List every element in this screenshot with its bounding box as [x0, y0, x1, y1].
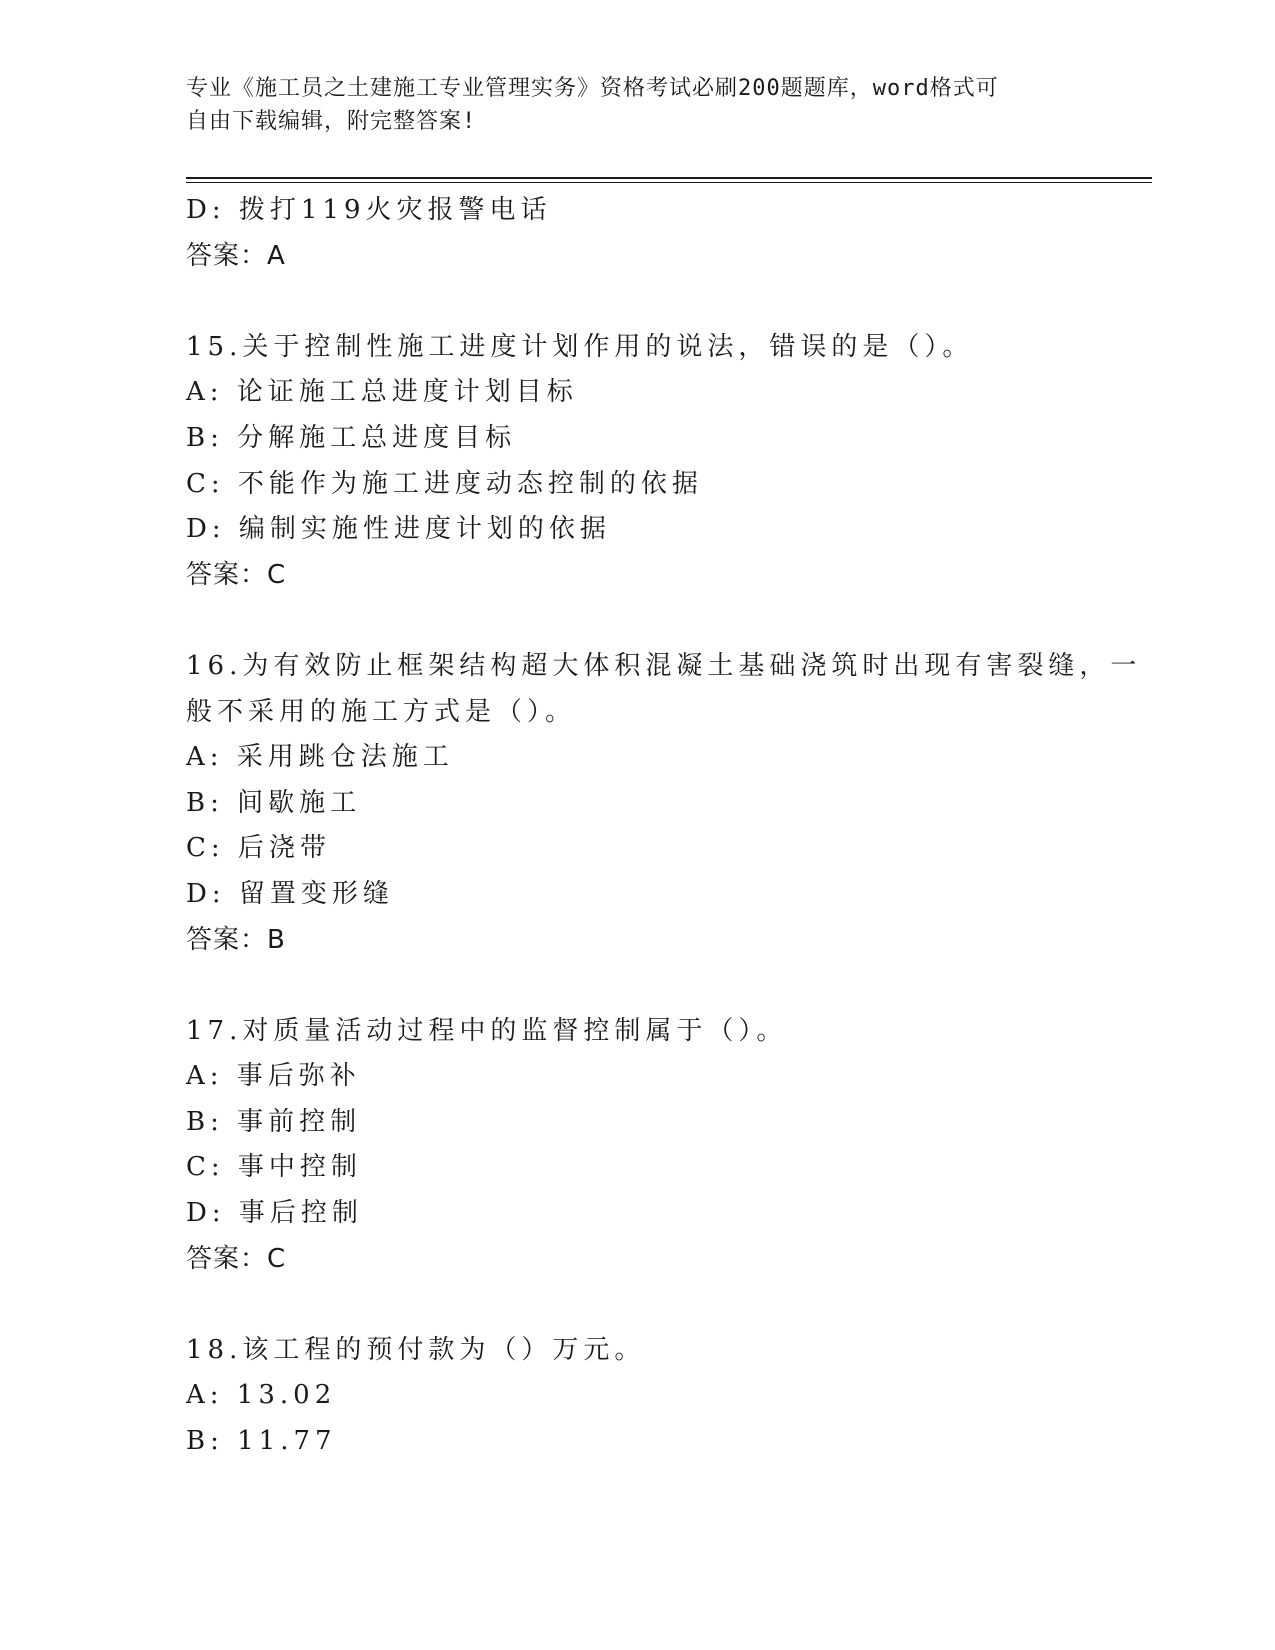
option-c: C: 事中控制: [186, 1152, 362, 1183]
spacer: [186, 1282, 1086, 1328]
option-b: B: 间歇施工: [186, 787, 362, 818]
option-b: B: 分解施工总进度目标: [186, 422, 517, 453]
option-c: C: 不能作为施工进度动态控制的依据: [186, 468, 703, 499]
header-title-line-2: 自由下载编辑，附完整答案!: [186, 109, 477, 134]
header-title-line-1: 专业《施工员之土建施工专业管理实务》资格考试必刷200题题库，word格式可: [186, 76, 999, 101]
spacer: [186, 963, 1086, 1009]
option-a: A: 事后弥补: [186, 1061, 361, 1092]
answer-line: 答案：A: [186, 240, 286, 271]
option-a: A: 采用跳仓法施工: [186, 742, 454, 773]
question-16: [186, 644, 1142, 963]
answer-line: 答案：B: [186, 924, 286, 955]
question-stem: 18.该工程的预付款为（）万元。: [186, 1334, 646, 1365]
option-d: D: 事后控制: [186, 1198, 363, 1229]
question-15: [186, 325, 1086, 599]
question-stem: 15.关于控制性施工进度计划作用的说法，错误的是（）。: [186, 331, 974, 362]
option-d: D: 编制实施性进度计划的依据: [186, 514, 611, 545]
answer-line: 答案：C: [186, 559, 287, 590]
option-b: B: 事前控制: [186, 1106, 362, 1137]
answer-line: 答案：C: [186, 1243, 287, 1274]
option-c: C: 后浇带: [186, 833, 331, 864]
question-stem-line-1: 16.为有效防止框架结构超大体积混凝土基础浇筑时出现有害裂缝，一: [186, 650, 1142, 681]
option-b: B: 11.77: [186, 1426, 337, 1457]
option-a: A: 论证施工总进度计划目标: [186, 377, 578, 408]
spacer: [186, 598, 1086, 644]
header-divider-thick: [186, 177, 1152, 179]
spacer: [186, 279, 1086, 325]
question-list: [186, 188, 1142, 1465]
option-d: D: 留置变形缝: [186, 878, 394, 909]
document-header: [186, 72, 1066, 138]
option-a: A: 13.02: [186, 1380, 337, 1411]
option-d: D: 拨打119火灾报警电话: [186, 195, 552, 225]
question-17: [186, 1009, 1086, 1283]
question-stem: 17.对质量活动过程中的监督控制属于（）。: [186, 1015, 788, 1046]
question-18: [186, 1328, 1086, 1465]
question-14-tail: [186, 188, 1086, 279]
question-stem-line-2: 般不采用的施工方式是（）。: [186, 696, 577, 727]
header-divider-thin: [186, 182, 1152, 183]
